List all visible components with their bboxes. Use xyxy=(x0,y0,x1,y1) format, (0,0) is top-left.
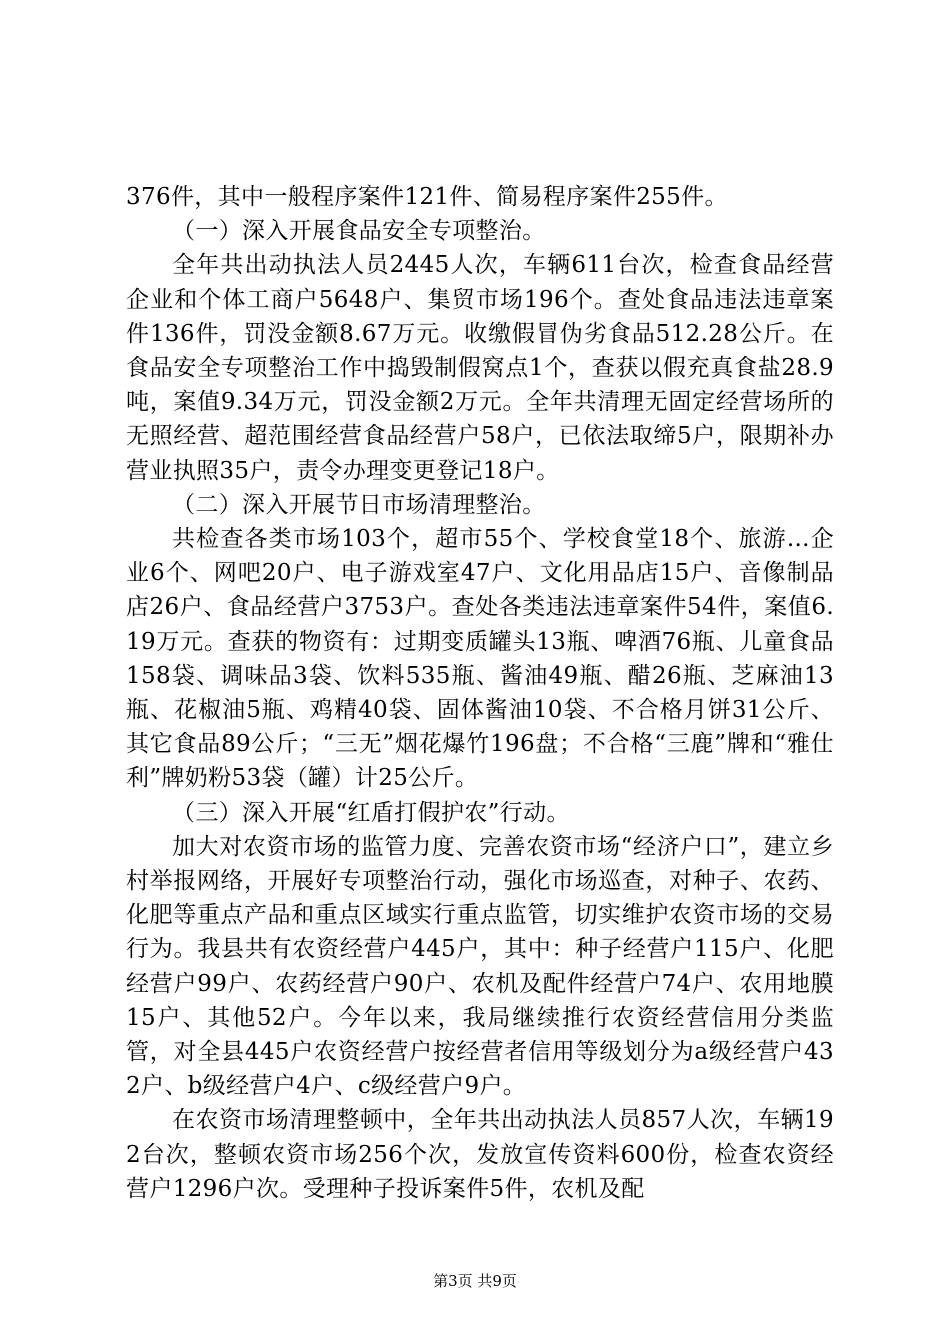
document-body xyxy=(126,180,834,1206)
section-heading-food-safety: （一）深入开展食品安全专项整治。 xyxy=(172,218,546,245)
section-heading-red-shield: （三）深入开展“红盾打假护农”行动。 xyxy=(172,799,570,826)
paragraph-holiday-market: 共检查各类市场103个，超市55个、学校食堂18个、旅游...企业6个、网吧20户、电子游戏室47户、文化用品店15户、音像制品店26户、食品经营户3753户。查处各类违法违章案件54件，案值6.19万元。查获的物资有：过期变质罐头13瓶、啤酒76瓶、儿童食品158袋、调味品3袋、饮料535瓶、酱油49瓶、醋26瓶、芝麻油13瓶、花椒油5瓶、鸡精40袋、固体酱油10袋、不合格月饼31公斤、其它食品89公斤；“三无”烟花爆竹196盘；不合格“三鹿”牌和“雅仕利”牌奶粉53袋（罐）计25公斤。 xyxy=(126,526,834,792)
paragraph-agri-supervision: 加大对农资市场的监管力度、完善农资市场“经济户口”，建立乡村举报网络，开展好专项整治行动，强化市场巡查，对种子、农药、化肥等重点产品和重点区域实行重点监管，切实维护农资市场的交易行为。我县共有农资经营户445户，其中：种子经营户115户、化肥经营户99户、农药经营户90户、农机及配件经营户74户、农用地膜15户、其他52户。今年以来，我局继续推行农资经营信用分类监管，对全县445户农资经营户按经营者信用等级划分为a级经营户432户、b级经营户4户、c级经营户9户。 xyxy=(126,833,834,1100)
section-heading-holiday-market: （二）深入开展节日市场清理整治。 xyxy=(172,491,546,518)
paragraph-agri-rectification: 在农资市场清理整顿中，全年共出动执法人员857人次，车辆192台次，整顿农资市场256个次，发放宣传资料600份，检查农资经营户1296户次。受理种子投诉案件5件，农机及配 xyxy=(126,1107,834,1202)
page-number-footer: 第3页 共9页 xyxy=(433,1272,517,1290)
paragraph-food-safety: 全年共出动执法人员2445人次，车辆611台次，检查食品经营企业和个体工商户5648户、集贸市场196个。查处食品违法违章案件136件，罚没金额8.67万元。收缴假冒伪劣食品512.28公斤。在食品安全专项整治工作中捣毁制假窝点1个，查获以假充真食盐28.9吨，案值9.34万元，罚没金额2万元。全年共清理无固定经营场所的无照经营、超范围经营食品经营户58户，已依法取缔5户，限期补办营业执照35户，责令办理变更登记18户。 xyxy=(126,252,834,484)
paragraph-1: 376件，其中一般程序案件121件、简易程序案件255件。 xyxy=(126,184,728,210)
